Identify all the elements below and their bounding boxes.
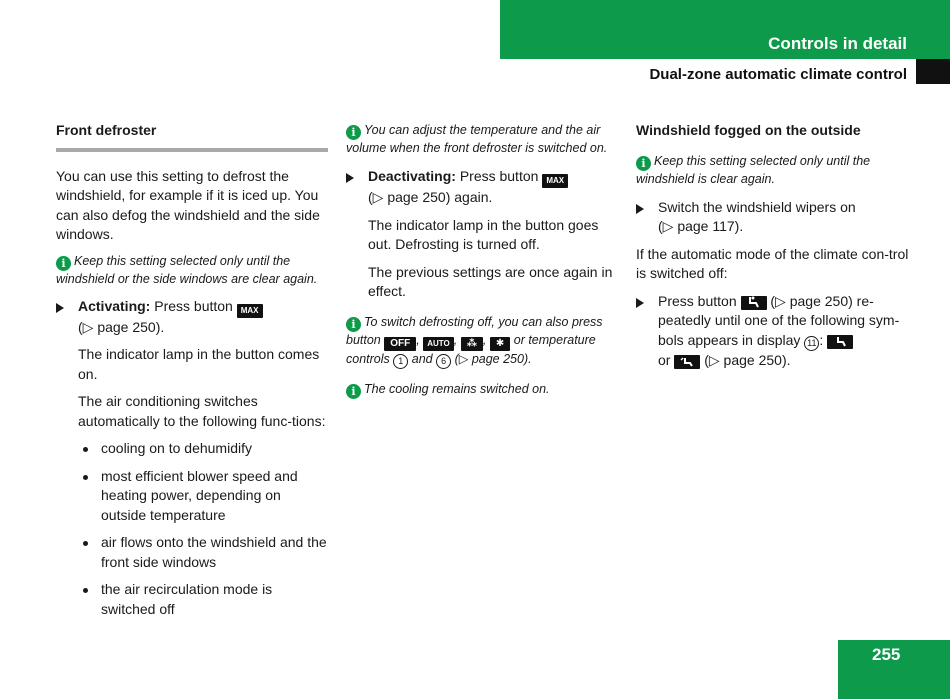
wiper-step <box>636 198 912 237</box>
note-text: and <box>411 351 433 366</box>
deactivating-label: Deactivating: <box>368 168 456 184</box>
list-item: most efficient blower speed and heating power, depending on outside temperature <box>78 467 328 526</box>
control-6-icon: 6 <box>436 354 451 369</box>
column-front-defroster <box>56 121 328 627</box>
step-arrow-icon <box>636 298 644 308</box>
list-item: air flows onto the windshield and the front side windows <box>78 533 328 572</box>
black-tab-marker <box>916 59 950 84</box>
deactivating-text: Press button <box>459 168 539 184</box>
intro-paragraph: You can use this setting to defrost the windshield, for example if it is iced up. You can also defog the windshield and the side windows. <box>56 167 320 242</box>
column-windshield-fogged <box>636 121 912 378</box>
page-title: Controls in detail <box>768 34 907 53</box>
note-text: Keep this setting selected only until the windshield or the side windows are clear again. <box>56 253 318 286</box>
info-icon: i <box>346 317 361 332</box>
control-1-icon: 1 <box>393 354 408 369</box>
info-icon: i <box>636 156 651 171</box>
ac-switch-text: The air conditioning switches automatically to the following func-tions: <box>78 393 326 429</box>
windshield-symbol-icon <box>674 355 700 369</box>
activating-text: Press button <box>154 297 233 314</box>
heading-windshield-fogged: Windshield fogged on the outside <box>636 122 861 138</box>
airflow-distribution-button-icon <box>741 296 767 310</box>
info-icon: i <box>56 256 71 271</box>
auto-button-icon: AUTO <box>423 337 454 351</box>
airflow-seat-icon <box>680 355 694 367</box>
deactivating-ref: (▷ page 250) again. <box>368 189 493 205</box>
windshield-footwell-symbol-icon <box>827 335 853 349</box>
note-text: You can adjust the temperature and the air volume when the front defroster is switched on. <box>346 123 608 155</box>
airflow-step-text: Press button <box>658 292 737 309</box>
step-arrow-icon <box>346 173 354 183</box>
column-deactivating <box>346 122 621 408</box>
list-item: the air recirculation mode is switched off <box>78 580 328 619</box>
airflow-step-detail: (▷ page 250) re-peatedly until one of the following sym-bols appears in display <box>658 292 900 348</box>
info-note <box>636 153 912 188</box>
activating-label: Activating: <box>78 297 151 314</box>
heading-front-defroster: Front defroster <box>56 122 157 138</box>
heading-rule <box>56 148 328 152</box>
step-arrow-icon <box>56 303 64 313</box>
note-text: Keep this setting selected only until the windshield is clear again. <box>636 153 871 186</box>
wiper-text: Switch the windshield wipers on <box>658 198 856 215</box>
fan-button-icon: ✱ <box>490 337 510 351</box>
display-11-icon: 11 <box>804 336 819 351</box>
lamp-out-text: The indicator lamp in the button goes out. Defrosting is turned off. <box>368 216 599 252</box>
wiper-ref: (▷ page 117). <box>658 218 744 234</box>
airflow-seat-icon <box>747 296 761 308</box>
info-note: i To switch defrosting off, you can also press button OFF , AUTO , ⁂ , ✱ or temperature controls 1 and 6 (▷ page 250). <box>346 314 621 369</box>
step-arrow-icon <box>636 204 644 214</box>
deactivating-step <box>346 167 621 208</box>
note-text: or temperature controls <box>346 332 596 366</box>
info-icon: i <box>346 384 361 399</box>
info-note <box>346 381 621 399</box>
or-text: or <box>658 351 671 368</box>
page-number: 255 <box>872 645 901 664</box>
airflow-step-ref: (▷ page 250). <box>704 351 791 368</box>
info-icon: i <box>346 125 361 140</box>
note-text: The cooling remains switched on. <box>364 381 550 396</box>
lamp-on-text: The indicator lamp in the button comes on. <box>78 346 320 382</box>
airflow-seat-icon <box>833 335 847 347</box>
section-subtitle: Dual-zone automatic climate control <box>649 66 907 83</box>
note-text: To switch defrosting off, you can also press button <box>346 314 603 347</box>
max-defrost-button-icon: MAX <box>542 174 568 188</box>
previous-settings-text: The previous settings are once again in effect. <box>368 263 613 299</box>
max-defrost-button-icon: MAX <box>237 304 263 318</box>
note-text: (▷ page 250). <box>454 351 532 366</box>
info-note <box>56 253 328 288</box>
off-button-icon: OFF <box>384 337 416 351</box>
auto-mode-text: If the automatic mode of the climate con-trol is switched off: <box>636 245 909 281</box>
activating-step <box>56 297 328 338</box>
activating-ref: (▷ page 250). <box>78 318 165 335</box>
function-list <box>56 439 328 619</box>
info-note <box>346 122 621 157</box>
list-item: cooling on to dehumidify <box>78 439 328 459</box>
airflow-button-icon: ⁂ <box>461 337 483 351</box>
airflow-step: Press button (▷ page 250) re-peatedly until one of the following sym-bols appears in display 11 : or (▷ page 250). <box>636 292 912 371</box>
